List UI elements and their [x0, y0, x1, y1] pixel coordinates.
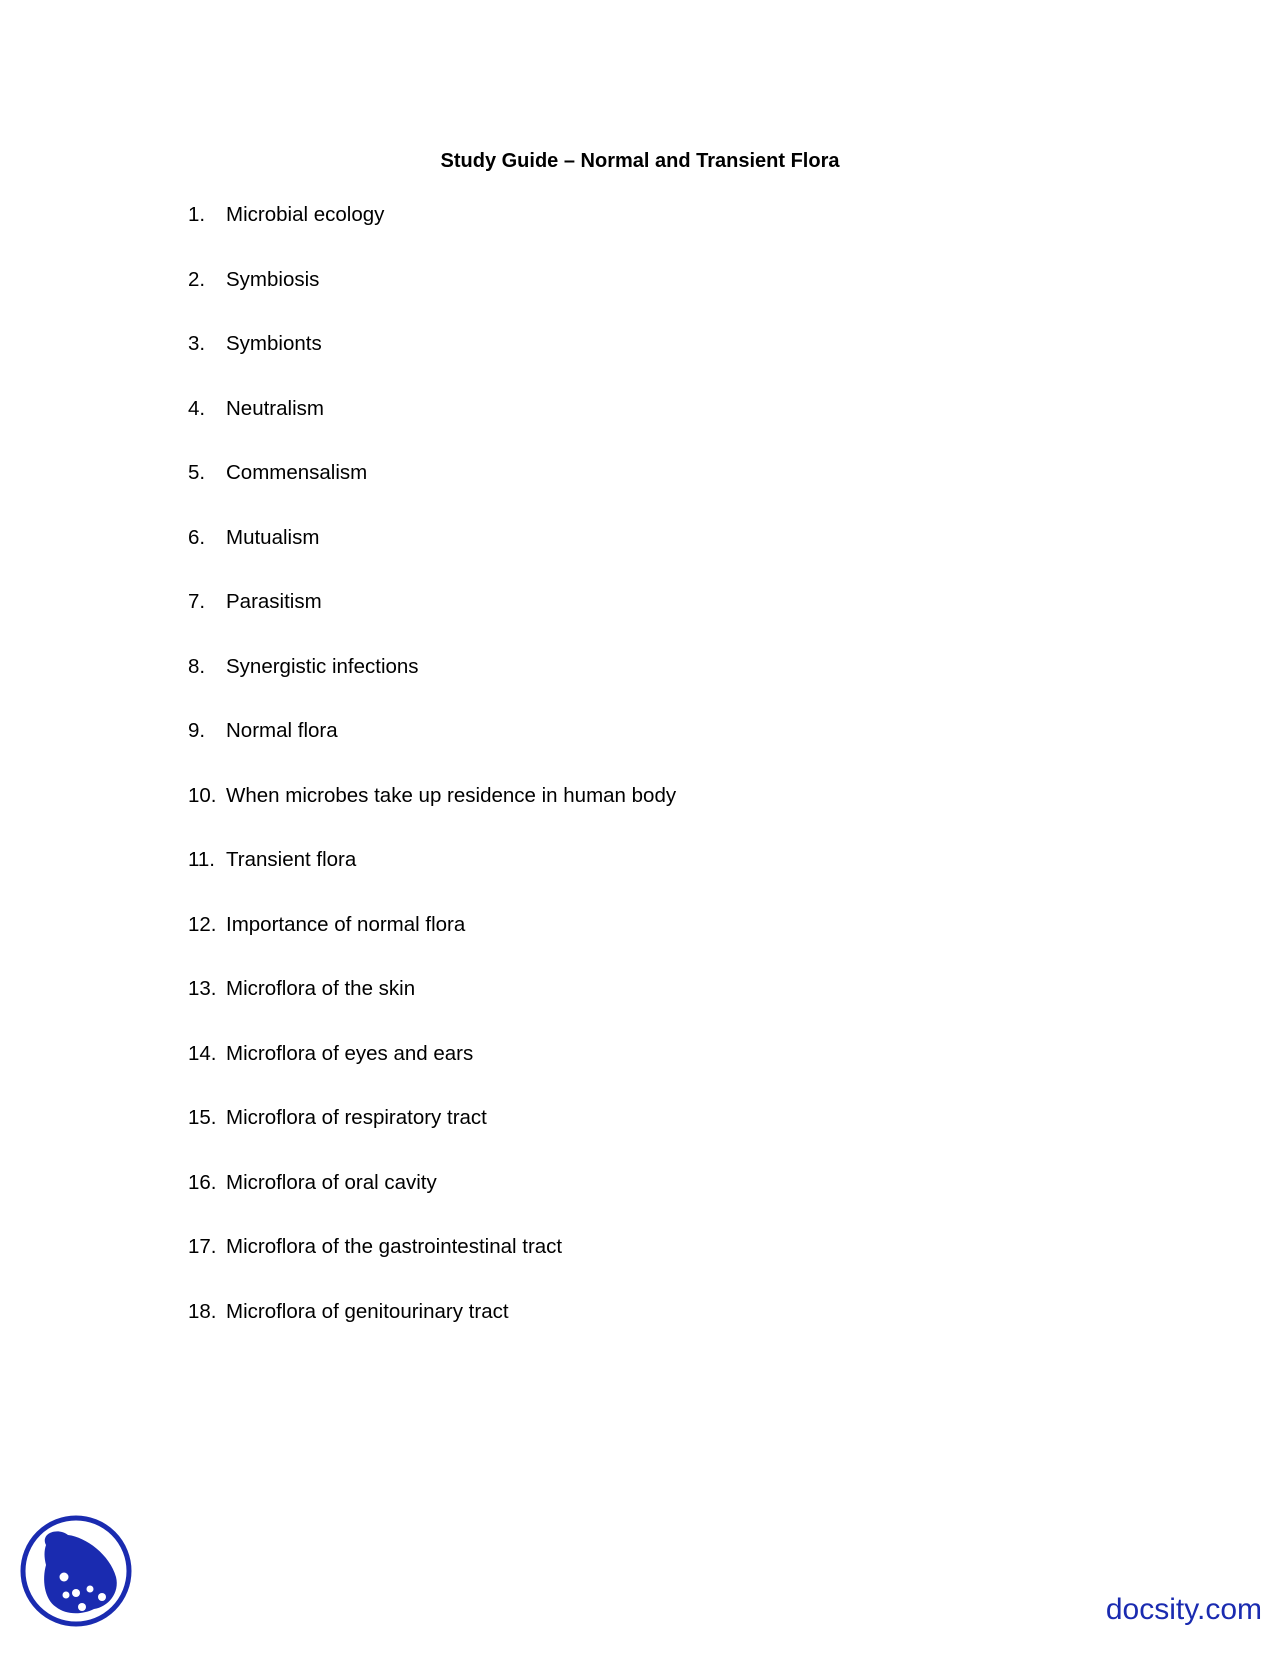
list-item: [188, 718, 676, 783]
item-text: Transient flora: [226, 848, 357, 871]
list-item: [188, 1041, 676, 1106]
list-item: [188, 589, 676, 654]
list-item: [188, 396, 676, 461]
item-text: Synergistic infections: [226, 654, 419, 678]
list-item: [188, 654, 676, 719]
list-item: [188, 783, 676, 848]
list-item: [188, 202, 676, 267]
item-text: Microflora of eyes and ears: [226, 1041, 474, 1065]
list-item: [188, 460, 676, 525]
item-number: 9.: [188, 719, 206, 742]
item-text: Microflora of the skin: [226, 977, 416, 1000]
item-text: Microflora of oral cavity: [226, 1170, 437, 1194]
item-number: 2.: [188, 267, 206, 291]
item-text: Parasitism: [226, 590, 322, 613]
item-number: 3.: [188, 332, 206, 355]
item-text: Microflora of respiratory tract: [226, 1106, 487, 1129]
item-number: 10.: [188, 783, 217, 807]
list-item: [188, 1299, 676, 1364]
item-number: 11.: [188, 848, 215, 871]
list-item: [188, 847, 676, 912]
list-item: [188, 976, 676, 1041]
item-number: 7.: [188, 590, 206, 613]
list-item: [188, 1105, 676, 1170]
item-text: Importance of normal flora: [226, 912, 466, 936]
page-title: Study Guide – Normal and Transient Flora: [440, 150, 840, 172]
docsity-logo-icon[interactable]: [20, 1515, 132, 1627]
item-text: Microflora of the gastrointestinal tract: [226, 1235, 563, 1258]
item-number: 13.: [188, 977, 217, 1000]
item-text: Symbionts: [226, 332, 322, 355]
list-item: [188, 267, 676, 332]
list-item: [188, 525, 676, 590]
item-number: 6.: [188, 525, 206, 549]
list-item: [188, 1234, 676, 1299]
study-guide-list: [188, 202, 676, 1363]
item-number: 4.: [188, 396, 206, 420]
item-number: 5.: [188, 461, 206, 484]
item-number: 15.: [188, 1106, 217, 1129]
item-text: Microflora of genitourinary tract: [226, 1299, 509, 1323]
item-number: 18.: [188, 1299, 217, 1323]
docsity-logo-graphic: [20, 1515, 132, 1627]
item-text: Mutualism: [226, 525, 320, 549]
item-number: 12.: [188, 912, 217, 936]
item-text: Normal flora: [226, 719, 338, 742]
item-text: When microbes take up residence in human body: [226, 783, 677, 807]
list-item: [188, 331, 676, 396]
item-number: 8.: [188, 654, 206, 678]
item-number: 17.: [188, 1235, 217, 1258]
item-number: 16.: [188, 1170, 217, 1194]
list-item: [188, 1170, 676, 1235]
list-item: [188, 912, 676, 977]
item-text: Microbial ecology: [226, 203, 385, 226]
item-text: Neutralism: [226, 396, 324, 420]
docsity-brand-link[interactable]: docsity.com: [1105, 1593, 1262, 1626]
item-text: Commensalism: [226, 461, 368, 484]
item-number: 1.: [188, 203, 206, 226]
item-number: 14.: [188, 1041, 217, 1065]
item-text: Symbiosis: [226, 267, 320, 291]
